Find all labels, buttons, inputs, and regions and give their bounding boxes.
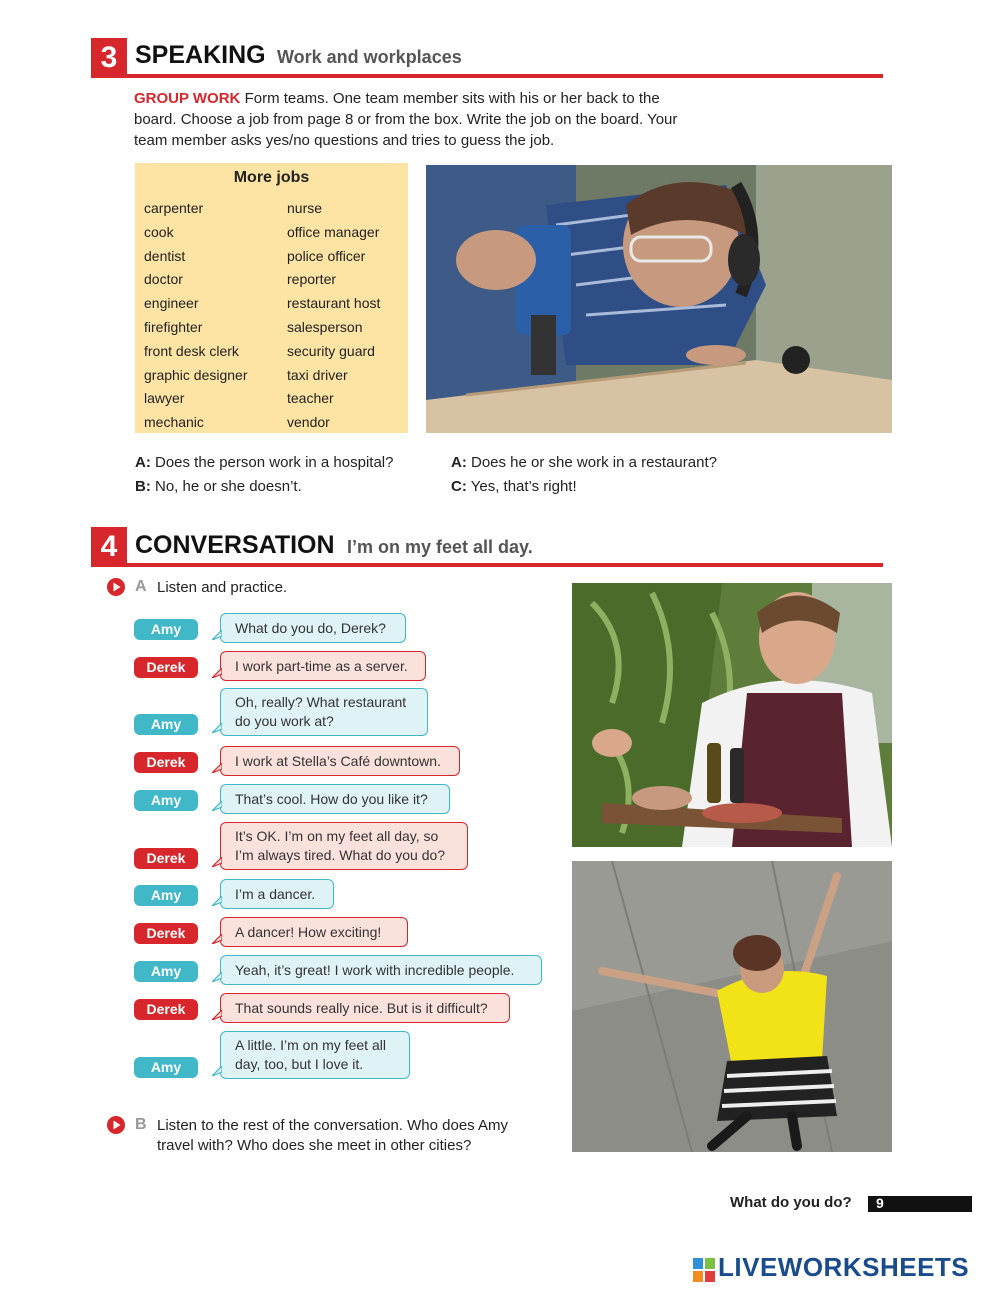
speaker-label: A:: [135, 454, 151, 471]
page-footer-title: What do you do?: [730, 1194, 852, 1211]
task-a-letter: A: [135, 578, 147, 595]
bubble-tail-icon: [212, 972, 222, 982]
job-item: police officer: [287, 247, 366, 264]
play-audio-icon[interactable]: [107, 1116, 125, 1134]
bubble-line: I work part-time as a server.: [235, 657, 408, 674]
more-jobs-box: [135, 163, 408, 433]
section-3-rule: [91, 74, 883, 78]
example-line-4: [451, 475, 577, 499]
job-item: security guard: [287, 342, 375, 359]
bubble-tail-icon: [212, 934, 222, 944]
bubble-line: A little. I’m on my feet all: [235, 1037, 386, 1053]
speaker-tag-amy: Amy: [134, 885, 198, 906]
speaker-tag-derek: Derek: [134, 657, 198, 678]
speaker-label: A:: [451, 454, 467, 471]
server-photo: [572, 583, 892, 847]
bubble-line: Oh, really? What restaurant: [235, 694, 407, 710]
liveworksheets-logo-icon: [693, 1258, 715, 1282]
speech-bubble: [220, 784, 450, 814]
speech-bubble: [220, 746, 460, 776]
task-b-text: [157, 1116, 557, 1156]
bubble-line: A dancer! How exciting!: [235, 923, 382, 940]
job-item: firefighter: [144, 318, 203, 335]
bubble-tail-icon: [212, 1066, 222, 1076]
bubble-line: It’s OK. I’m on my feet all day, so: [235, 828, 439, 844]
bubble-tail-icon: [212, 630, 222, 640]
more-jobs-title: More jobs: [233, 169, 310, 186]
section-3-instructions: [134, 88, 694, 151]
bubble-line: I work at Stella’s Café downtown.: [235, 752, 441, 769]
bubble-line: That’s cool. How do you like it?: [235, 790, 428, 807]
jobs-column-2: [287, 197, 380, 435]
bubble-line: I’m a dancer.: [235, 885, 316, 902]
speaker-tag-amy: Amy: [134, 1057, 198, 1078]
speech-bubble: [220, 688, 428, 736]
job-item: front desk clerk: [144, 342, 239, 359]
speaker-label: B:: [135, 478, 151, 495]
job-item: teacher: [287, 390, 334, 407]
instructions-text: Form teams. One team member sits with his or her back to the board. Choose a job from page 8 or from the box. Write the job on the board. Your team member asks yes/no questions and tries to guess the job.: [134, 90, 678, 149]
bubble-tail-icon: [212, 763, 222, 773]
section-4-number: 4: [91, 527, 127, 567]
job-item: reporter: [287, 271, 337, 288]
dancer-photo: [572, 861, 892, 1152]
job-item: graphic designer: [144, 366, 248, 383]
example-text: No, he or she doesn’t.: [155, 478, 302, 495]
task-b-line: travel with? Who does she meet in other cities?: [157, 1137, 472, 1154]
job-item: cook: [144, 223, 174, 240]
bubble-line: do you work at?: [235, 713, 334, 729]
bubble-tail-icon: [212, 723, 222, 733]
liveworksheets-logo-text[interactable]: LIVEWORKSHEETS: [718, 1252, 970, 1282]
speech-bubble: [220, 613, 406, 643]
speech-bubble: [220, 1031, 410, 1079]
job-item: vendor: [287, 414, 330, 431]
speaker-tag-amy: Amy: [134, 714, 198, 735]
speech-bubble: [220, 993, 510, 1023]
job-item: mechanic: [144, 414, 204, 431]
speaker-tag-amy: Amy: [134, 790, 198, 811]
job-item: lawyer: [144, 390, 185, 407]
section-3-title: SPEAKING: [135, 41, 266, 69]
play-audio-icon[interactable]: [107, 578, 125, 596]
group-work-label: GROUP WORK: [134, 90, 241, 107]
bubble-line: I’m always tired. What do you do?: [235, 847, 446, 863]
speech-bubble: [220, 917, 408, 947]
speaker-tag-amy: Amy: [134, 619, 198, 640]
example-line-3: [451, 451, 717, 475]
example-text: Does the person work in a hospital?: [155, 454, 394, 471]
job-item: doctor: [144, 271, 183, 288]
jobs-column-1: [144, 197, 248, 435]
example-text: Yes, that’s right!: [470, 478, 577, 495]
job-item: dentist: [144, 247, 186, 264]
job-item: office manager: [287, 223, 380, 240]
section-4-rule: [91, 563, 883, 567]
page-number: 9: [876, 1195, 884, 1211]
section-3-subtitle: Work and workplaces: [277, 47, 462, 67]
section-4-subtitle: I’m on my feet all day.: [347, 537, 533, 557]
bubble-line: That sounds really nice. But is it difficult?: [235, 999, 488, 1016]
example-line-1: [135, 451, 393, 475]
speech-bubble: [220, 822, 468, 870]
speech-bubble: [220, 955, 542, 985]
task-a-text: Listen and practice.: [157, 579, 288, 596]
speech-bubble: [220, 879, 334, 909]
speaker-tag-amy: Amy: [134, 961, 198, 982]
speaker-tag-derek: Derek: [134, 923, 198, 944]
job-item: restaurant host: [287, 295, 381, 312]
speaker-tag-derek: Derek: [134, 752, 198, 773]
speaker-label: C:: [451, 478, 467, 495]
speaker-tag-derek: Derek: [134, 999, 198, 1020]
bubble-line: day, too, but I love it.: [235, 1056, 364, 1072]
carpenter-photo: [426, 165, 892, 433]
task-b-line: Listen to the rest of the conversation. Who does Amy: [157, 1117, 509, 1134]
job-item: salesperson: [287, 318, 363, 335]
job-item: taxi driver: [287, 366, 348, 383]
job-item: engineer: [144, 295, 199, 312]
job-item: carpenter: [144, 200, 204, 216]
section-4-title: CONVERSATION: [135, 531, 335, 559]
bubble-tail-icon: [212, 857, 222, 867]
bubble-tail-icon: [212, 801, 222, 811]
speech-bubble: [220, 651, 426, 681]
bubble-tail-icon: [212, 668, 222, 678]
task-b-letter: B: [135, 1116, 147, 1133]
speaker-tag-derek: Derek: [134, 848, 198, 869]
job-item: nurse: [287, 200, 323, 216]
bubble-line: What do you do, Derek?: [235, 619, 386, 636]
example-text: Does he or she work in a restaurant?: [471, 454, 717, 471]
bubble-line: Yeah, it’s great! I work with incredible people.: [235, 961, 515, 978]
section-3-number: 3: [91, 38, 127, 78]
bubble-tail-icon: [212, 1010, 222, 1020]
bubble-tail-icon: [212, 896, 222, 906]
example-line-2: [135, 475, 302, 499]
